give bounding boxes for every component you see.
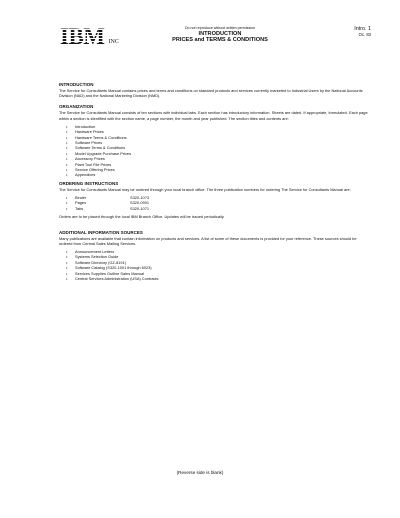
page-number: Intro. 1 [354, 26, 371, 32]
list-item: • Systems Selection Guide [59, 254, 370, 259]
ordering-note: Orders are to be placed through the local IBM Branch Office. Updates will be issued periodically. [59, 214, 225, 220]
list-item: • Service Offering Prices [59, 167, 370, 172]
ibm-logo-mark: IBM [60, 24, 105, 49]
order-item-number: S320-0901 [130, 200, 150, 206]
order-item-number: S320-1073 [130, 195, 150, 201]
organization-text: The Service for Consultants Manual consists of ten sections with individual tabs. Each section has introductory information. Sheets are dated. If appropriate, formulated. Each page within a section is identified with the section name, a page number, the month and year published. The section titles and contents are: [59, 110, 368, 121]
order-item-name: • Pages [75, 200, 87, 206]
list-item: • Software Directory (GZ-8191) [59, 260, 370, 265]
list-item: • Software Prices [59, 140, 370, 145]
header-title: INTRODUCTION [198, 31, 242, 37]
list-item: • Appendices [59, 172, 370, 177]
section-title-additional: ADDITIONAL INFORMATION SOURCES [59, 229, 143, 235]
list-item: • Announcement Letters [59, 249, 370, 254]
section-title-introduction: INTRODUCTION [59, 82, 94, 87]
header-subtitle: PRICES and TERMS & CONDITIONS [172, 37, 268, 43]
order-number-list [59, 195, 370, 211]
list-item: • Hardware Terms & Conditions [59, 135, 370, 140]
page-header [140, 26, 300, 43]
reproduction-notice: Do not reproduce without written permission [184, 26, 256, 30]
list-item: • Model Upgrade Purchase Prices [59, 151, 370, 156]
additional-text: Many publications are available that contain information on products and services. A list of some of these documents is provided for your reference. These sources should be ordered from Central Sales Mailing Services. [59, 235, 357, 246]
section-title-organization: ORGANIZATION [59, 104, 94, 110]
list-item: • Central Services Administration (USA) Contracts [59, 276, 370, 281]
list-item: • Plant Tool File Prices [59, 162, 370, 167]
list-item: • Services Supplies Outline Sales Manual [59, 271, 370, 276]
list-item: • Software Terms & Conditions [59, 145, 370, 150]
list-item: • Accessory Prices [59, 156, 370, 161]
order-item-number: S320-1071 [130, 205, 150, 211]
order-row [59, 206, 370, 211]
ordering-text: The Service for Consultants Manual may be ordered through your local branch office. The three publication numbers for ordering The Service for Consultants Manual are: [59, 186, 351, 192]
section-list [59, 124, 370, 178]
list-item: • Software Catalog (S320-1001 through 6023) [59, 265, 370, 270]
ibm-logo [60, 24, 119, 49]
introduction-text: The Service for Consultants Manual contains prices and terms and conditions on standard products and services currently marketed to Industrial Users by the National Accounts Division (NAD) and the National Marketing Division (NMD). [59, 88, 363, 99]
list-item: • Introduction [59, 124, 370, 129]
order-item-name: • Binder [75, 195, 87, 201]
ibm-logo-suffix: INC [108, 39, 119, 45]
section-title-ordering: ORDERING INSTRUCTIONS [59, 180, 119, 186]
page-footer: (Reverse side is blank) [176, 470, 224, 475]
document-body [59, 82, 370, 284]
source-list [59, 249, 370, 281]
list-item: • Hardware Prices [59, 129, 370, 134]
order-item-name: • Tabs [75, 205, 84, 211]
page-date: Oc. 83 [358, 32, 371, 37]
page-reference [354, 26, 371, 37]
